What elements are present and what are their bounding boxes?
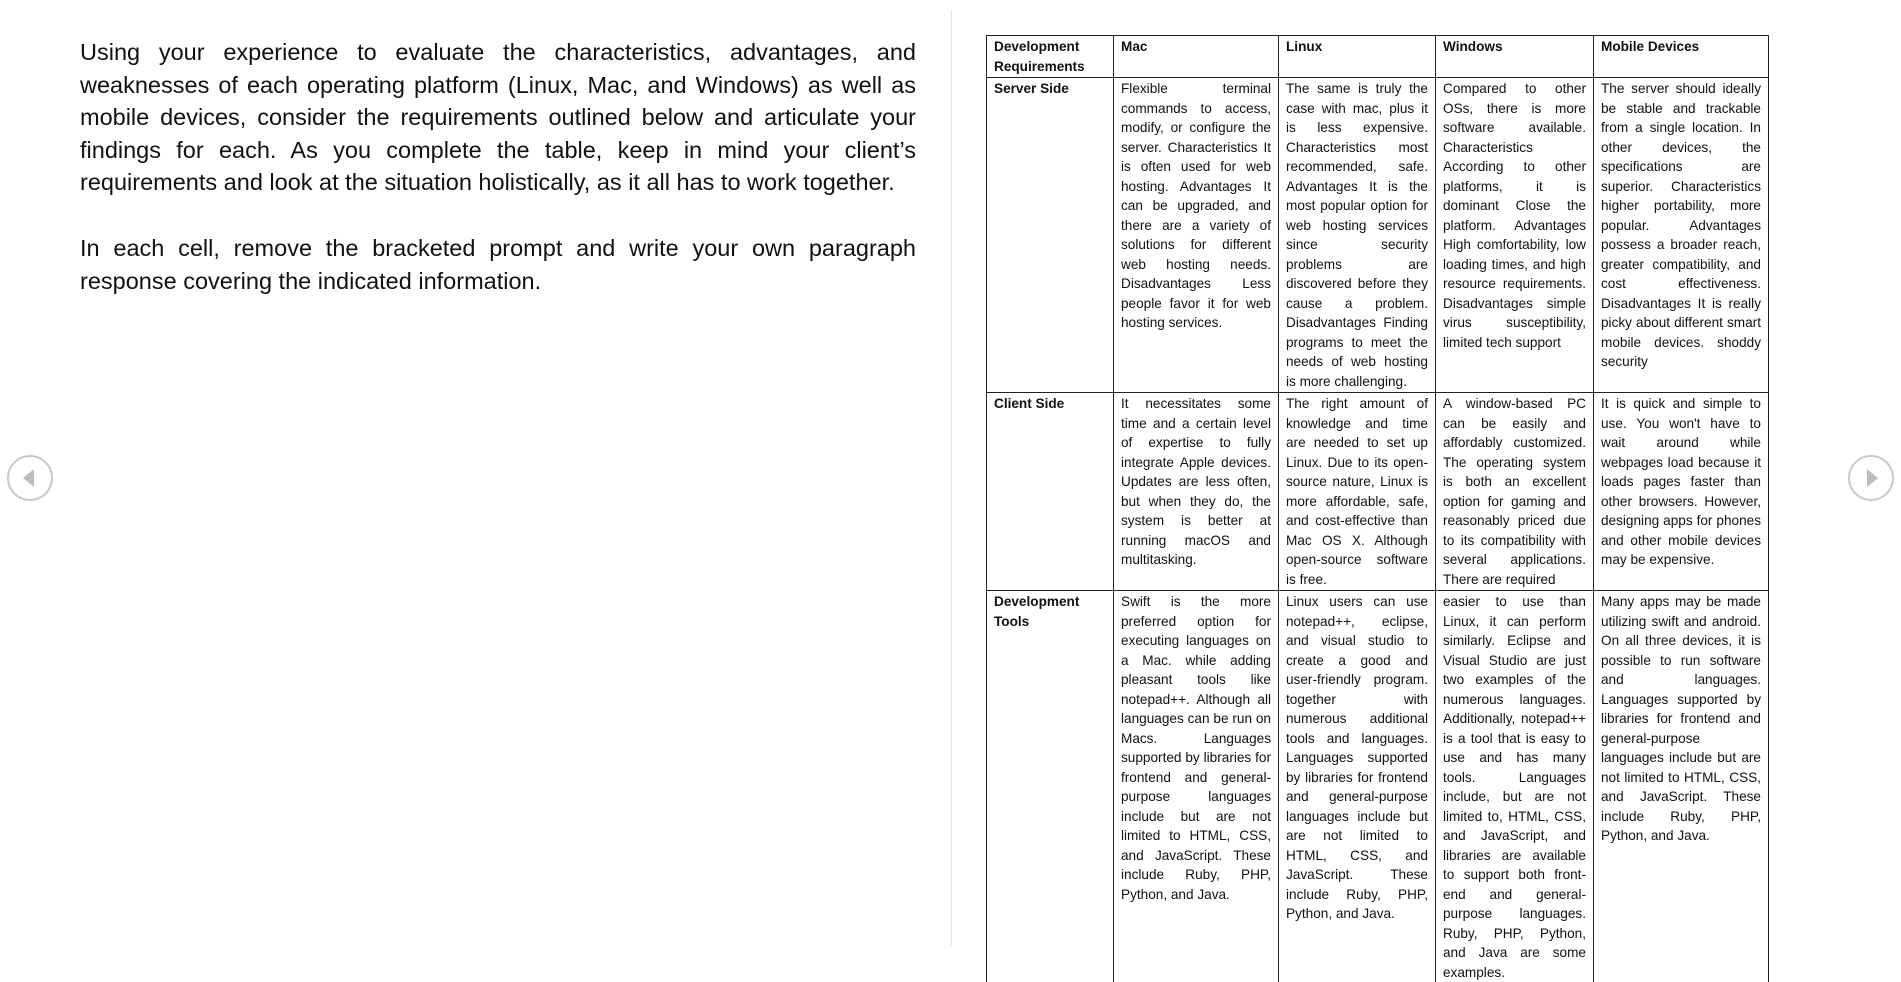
header-mac: Mac	[1114, 36, 1279, 78]
cell-client-linux: The right amount of knowledge and time are needed to set up Linux. Due to its open-source nature, Linux is more affordable, safe, and cost-effective than Mac OS X. Although open-source software is free.	[1279, 393, 1436, 591]
cell-server-mobile: The server should ideally be stable and trackable from a single location. In other devices, the specifications are superior. Characteristics higher portability, more popular. Advantages possess a broader reach, greater compatibility, and cost effectiveness. Disadvantages It is really picky about different smart mobile devices. shoddy security	[1594, 78, 1769, 393]
header-windows: Windows	[1436, 36, 1594, 78]
requirements-table	[986, 35, 1769, 982]
instructions-page	[80, 36, 916, 330]
cell-server-windows: Compared to other OSs, there is more software available. Characteristics According to other platforms, it is dominant Close the platform. Advantages High comfortability, low loading times, and high resource requirements. Disadvantages simple virus susceptibility, limited tech support	[1436, 78, 1594, 393]
row-label-development-tools: Development Tools	[987, 591, 1114, 982]
cell-tools-linux: Linux users can use notepad++, eclipse, and visual studio to create a good and user-friendly program. together with numerous additional tools and languages. Languages supported by libraries for frontend and general-purpose languages include but are not limited to HTML, CSS, and JavaScript. These include Ruby, PHP, Python, and Java.	[1279, 591, 1436, 982]
cell-server-mac: Flexible terminal commands to access, modify, or configure the server. Characteristics It is often used for web hosting. Advantages It can be upgraded, and there are a variety of solutions for different web hosting needs. Disadvantages Less people favor it for web hosting services.	[1114, 78, 1279, 393]
header-linux: Linux	[1279, 36, 1436, 78]
instructions-paragraph-1: Using your experience to evaluate the characteristics, advantages, and weaknesses of each operating platform (Linux, Mac, and Windows) as well as mobile devices, consider the requirements outlined below and articulate your findings for each. As you complete the table, keep in mind your client’s requirements and look at the situation holistically, as it all has to work together.	[80, 39, 916, 196]
requirements-table-page	[986, 35, 1769, 982]
header-mobile-devices: Mobile Devices	[1594, 36, 1769, 78]
instructions-paragraph-2: In each cell, remove the bracketed prompt and write your own paragraph response covering the indicated information.	[80, 234, 916, 294]
cell-client-windows: A window-based PC can be easily and affordably customized. The operating system is both an excellent option for gaming and reasonably priced due to its compatibility with several applications. There are required	[1436, 393, 1594, 591]
header-development-requirements: Development Requirements	[987, 36, 1114, 78]
chevron-right-icon	[1850, 457, 1892, 499]
next-page-button[interactable]	[1848, 455, 1894, 501]
chevron-left-icon	[9, 457, 51, 499]
previous-page-button[interactable]	[7, 455, 53, 501]
cell-client-mobile: It is quick and simple to use. You won't have to wait around while webpages load because it loads pages faster than other browsers. However, designing apps for phones and other mobile devices may be expensive.	[1594, 393, 1769, 591]
cell-tools-windows: easier to use than Linux, it can perform similarly. Eclipse and Visual Studio are just two examples of the numerous languages. Additionally, notepad++ is a tool that is easy to use and has many tools. Languages include, but are not limited to, HTML, CSS, and JavaScript, and libraries are available to support both front-end and general-purpose languages. Ruby, PHP, Python, and Java are some examples.	[1436, 591, 1594, 982]
table-row-development-tools	[987, 591, 1769, 982]
cell-client-mac: It necessitates some time and a certain level of expertise to fully integrate Apple devices. Updates are less often, but when they do, the system is better at running macOS and multitasking.	[1114, 393, 1279, 591]
cell-tools-mac: Swift is the more preferred option for executing languages on a Mac. while adding pleasant tools like notepad++. Although all languages can be run on Macs. Languages supported by libraries for frontend and general-purpose languages include but are not limited to HTML, CSS, and JavaScript. These include Ruby, PHP, Python, and Java.	[1114, 591, 1279, 982]
table-row-server-side	[987, 78, 1769, 393]
cell-server-linux: The same is truly the case with mac, plus it is less expensive. Characteristics most recommended, safe. Advantages It is the most popular option for web hosting services since security problems are discovered before they cause a problem. Disadvantages Finding programs to meet the needs of web hosting is more challenging.	[1279, 78, 1436, 393]
row-label-server-side: Server Side	[987, 78, 1114, 393]
table-header-row	[987, 36, 1769, 78]
table-row-client-side	[987, 393, 1769, 591]
row-label-client-side: Client Side	[987, 393, 1114, 591]
page-divider	[951, 10, 952, 946]
cell-tools-mobile: Many apps may be made utilizing swift and android. On all three devices, it is possible to run software and languages. Languages supported by libraries for frontend and general-purpose languages include but are not limited to HTML, CSS, and JavaScript. These include Ruby, PHP, Python, and Java.	[1594, 591, 1769, 982]
